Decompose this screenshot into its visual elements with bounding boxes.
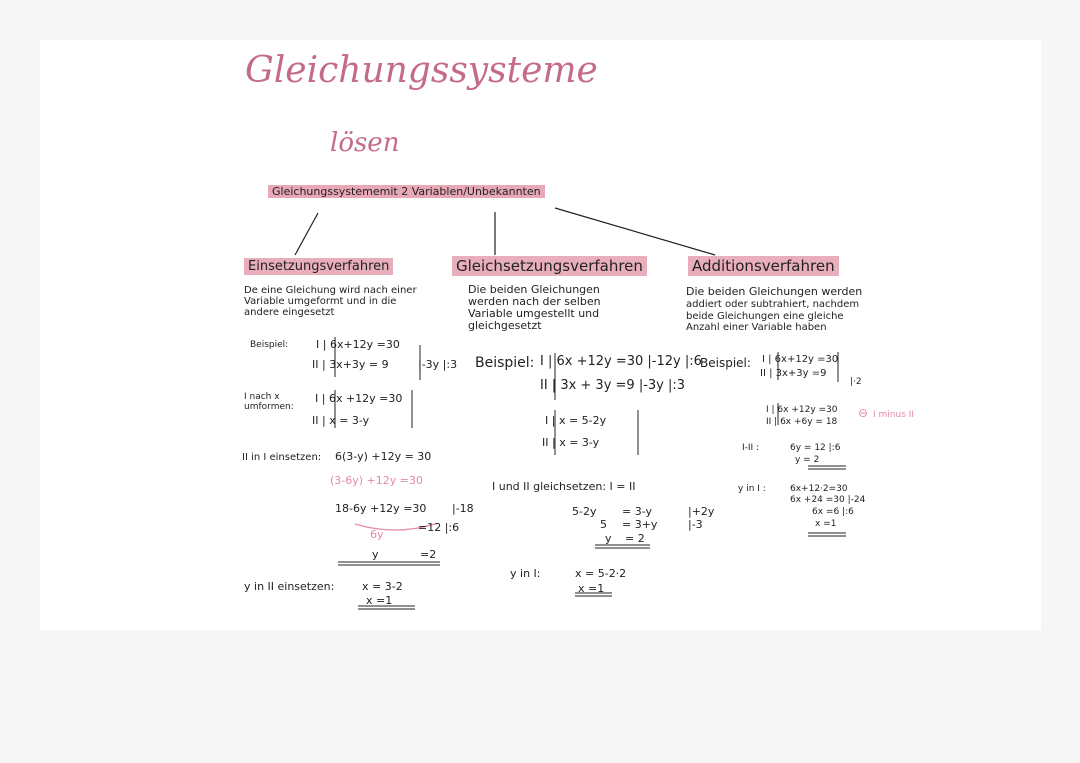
equation: x = 5-2·2 xyxy=(575,567,627,580)
desc-einsetzung-2: Variable umgeformt und in die xyxy=(244,296,397,307)
equation: 6y = 12 |:6 xyxy=(790,443,841,453)
desc-addition-1: Die beiden Gleichungen werden xyxy=(686,285,863,298)
topic-label: Gleichungssystememit 2 Variablen/Unbekannten xyxy=(268,185,545,198)
equation: = 3-y xyxy=(622,505,652,518)
desc-einsetzung-1: De eine Gleichung wird nach einer xyxy=(244,285,417,296)
equation: II | 3x+3y =9 xyxy=(760,368,827,379)
equation: I | 6x+12y =30 xyxy=(762,354,839,365)
desc-gleichsetzung-2: werden nach der selben xyxy=(468,295,601,308)
desc-einsetzung-3: andere eingesetzt xyxy=(244,307,335,318)
equation: II | 3x + 3y =9 |-3y |:3 xyxy=(540,378,686,393)
minus-label: I minus II xyxy=(873,410,915,420)
desc-addition-4: Anzahl einer Variable haben xyxy=(686,322,827,333)
equation: I | 6x+12y =30 xyxy=(316,338,400,351)
heading-gleichsetzung: Gleichsetzungsverfahren xyxy=(452,256,647,276)
beispiel-label: Beispiel: xyxy=(250,340,289,350)
equation: 6(3-y) +12y = 30 xyxy=(335,450,432,463)
equation: = 3+y xyxy=(622,518,658,531)
equation: 5-2y xyxy=(572,505,597,518)
desc-gleichsetzung-3: Variable umgestellt und xyxy=(468,307,600,320)
result: x =1 xyxy=(815,519,837,529)
operation-note: |-3y |:3 xyxy=(418,358,458,371)
operation-note: |+2y xyxy=(688,505,715,518)
result: x =1 xyxy=(578,582,605,595)
equation: I | 6x +12y =30 xyxy=(766,405,838,415)
equation: 5 xyxy=(600,518,607,531)
equation: =2 xyxy=(420,548,437,561)
equation: 6x+12·2=30 xyxy=(790,484,848,494)
equation: y = 2 xyxy=(795,455,820,465)
equation: II | 6x +6y = 18 xyxy=(766,417,838,427)
equation: y xyxy=(605,532,612,545)
difference-label: I-II : xyxy=(742,443,760,453)
page-title: Gleichungssysteme xyxy=(245,50,598,91)
equation: I | 6x +12y =30 |-12y |:6 xyxy=(540,354,702,369)
yin-label: y in II einsetzen: xyxy=(244,580,335,593)
equation: II | 3x+3y = 9 xyxy=(312,358,389,371)
equation: x = 3-2 xyxy=(362,580,403,593)
heading-addition: Additionsverfahren xyxy=(688,256,839,276)
yin-label: y in I : xyxy=(738,484,766,494)
equation: 6x +24 =30 |-24 xyxy=(790,495,866,505)
operation-note: |-18 xyxy=(452,502,474,515)
equation: II | x = 3-y xyxy=(312,414,370,427)
beispiel-label: Beispiel: xyxy=(700,356,751,370)
desc-addition-2: addiert oder subtrahiert, nachdem xyxy=(686,299,860,310)
equation: 18-6y +12y =30 xyxy=(335,502,427,515)
gleichsetzen-label: I und II gleichsetzen: I = II xyxy=(492,480,636,493)
operation-note: |·2 xyxy=(850,377,862,387)
minus-icon: ⊖ xyxy=(858,406,869,420)
equation: 6x =6 |:6 xyxy=(812,507,854,517)
equation: I | x = 5-2y xyxy=(545,414,607,427)
einsetzen-label: II in I einsetzen: xyxy=(242,452,322,463)
heading-einsetzung: Einsetzungsverfahren xyxy=(244,258,393,275)
equation: y xyxy=(372,548,379,561)
equation: 6y xyxy=(370,528,384,541)
operation-note: |-3 xyxy=(688,518,703,531)
result: x =1 xyxy=(366,594,393,607)
umformen-label: umformen: xyxy=(244,402,294,412)
page-subtitle: lösen xyxy=(330,128,400,158)
equation: (3-6y) +12y =30 xyxy=(330,474,423,487)
desc-addition-3: beide Gleichungen eine gleiche xyxy=(686,311,844,322)
desc-gleichsetzung-1: Die beiden Gleichungen xyxy=(468,283,600,296)
beispiel-label: Beispiel: xyxy=(475,355,535,371)
equation: II | x = 3-y xyxy=(542,436,600,449)
umformen-label: I nach x xyxy=(244,392,280,402)
equation: I | 6x +12y =30 xyxy=(315,392,403,405)
desc-gleichsetzung-4: gleichgesetzt xyxy=(468,319,542,332)
yin-label: y in I: xyxy=(510,567,541,580)
equation: =12 |:6 xyxy=(418,521,460,534)
equation: = 2 xyxy=(625,532,645,545)
